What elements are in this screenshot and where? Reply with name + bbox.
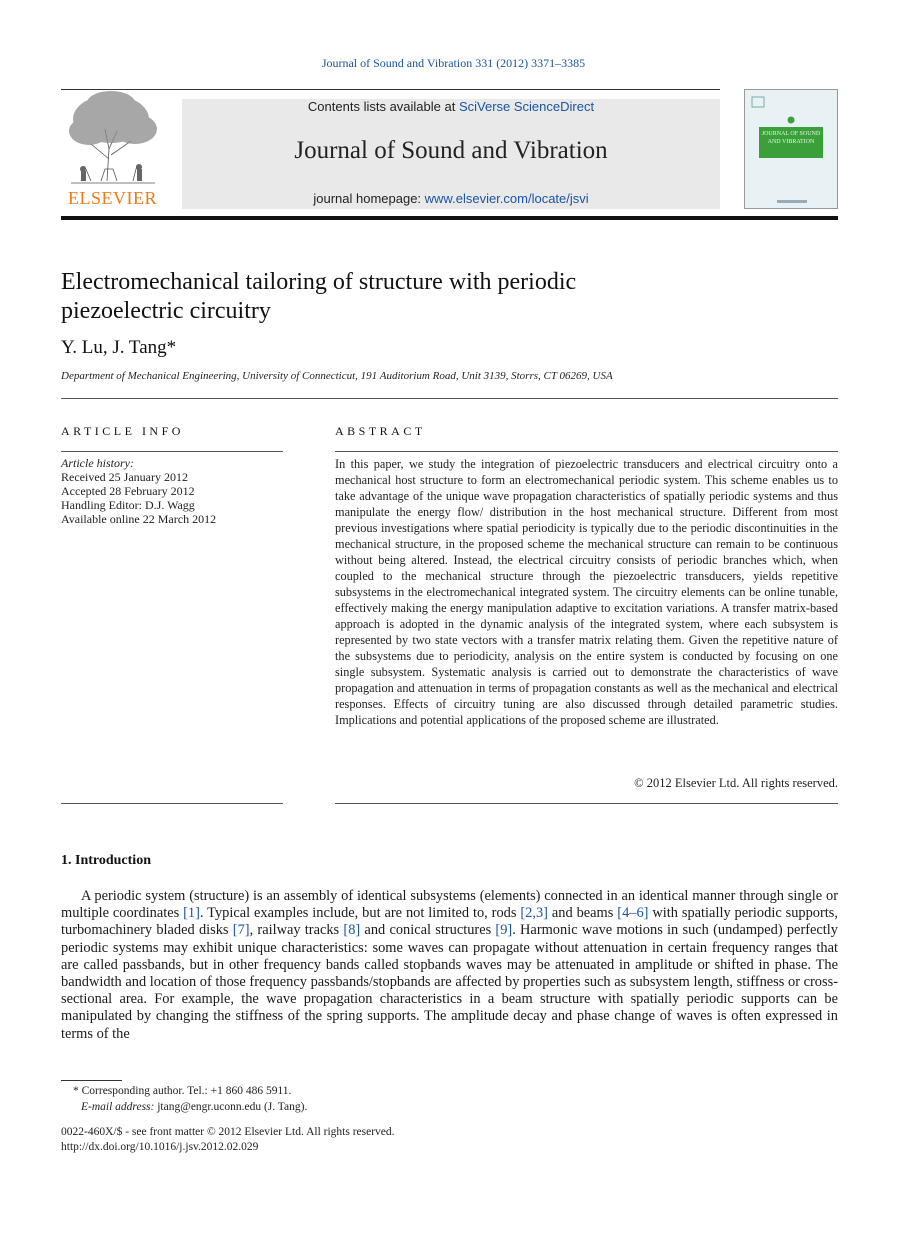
article-info-bottom-rule [61, 803, 283, 804]
article-history [61, 456, 283, 526]
homepage-line [182, 191, 720, 206]
authors[interactable]: Y. Lu, J. Tang* [61, 337, 177, 358]
cover-publisher-icon [777, 198, 807, 206]
abstract-copyright: © 2012 Elsevier Ltd. All rights reserved. [634, 776, 838, 790]
tree-icon [61, 89, 164, 185]
article-info-rule [61, 451, 283, 452]
intro-text-1: A periodic system (structure) is an assembly of identical subsystems (elements) connected in an identical manner through single or multiple coordinates [61, 888, 838, 922]
issn-line: 0022-460X/$ - see front matter © 2012 Elsevier Ltd. All rights reserved. [61, 1126, 395, 1138]
sciencedirect-link[interactable]: SciVerse ScienceDirect [458, 99, 595, 114]
ref-link-7[interactable]: [7] [232, 922, 250, 939]
cover-logo-icon [751, 96, 765, 108]
handling-editor: Handling Editor: D.J. Wagg [61, 498, 195, 512]
footnotes [61, 1083, 561, 1115]
footnote-rule [61, 1080, 122, 1081]
email-note [61, 1099, 561, 1115]
intro-text-6: and conical structures [360, 922, 496, 939]
abstract-rule [335, 451, 838, 452]
introduction-paragraph [61, 888, 838, 1043]
received-date: Received 25 January 2012 [61, 470, 188, 484]
journal-name: Journal of Sound and Vibration [294, 137, 608, 164]
title-divider [61, 398, 838, 399]
affiliation: Department of Mechanical Engineering, University of Connecticut, 191 Auditorium Road, Unit 3139, Storrs, CT 06269, USA [61, 370, 613, 382]
front-matter [61, 1125, 561, 1155]
intro-text-4: with spatially periodic supports, turbomachinery bladed disks [61, 905, 838, 939]
journal-homepage-link[interactable]: www.elsevier.com/locate/jsvi [424, 191, 589, 206]
introduction-heading: 1. Introduction [61, 853, 151, 868]
ref-link-2-3[interactable]: [2,3] [520, 905, 548, 922]
email-label: E-mail address: [81, 1101, 155, 1113]
corresponding-author-note: * Corresponding author. Tel.: +1 860 486 5911. [73, 1085, 292, 1097]
leaf-icon [787, 116, 795, 124]
accepted-date: Accepted 28 February 2012 [61, 484, 195, 498]
elsevier-logo [61, 89, 164, 209]
intro-text-7: . Harmonic wave motions in such (undamped) perfectly periodic systems may exhibit unique characteristics: some waves can propagate without attenuation in certain frequency ranges that are called passbands, but in other frequency bands called stopbands waves may be attenuated in amplitude or shifted in phase. The bandwidth and location of those frequency passbands/stopbands are affected by properties such as subsystem length, stiffness or cross-sectional area. For example, the wave propagation characteristics in a beam structure with spatially periodic supports can be manipulated by changing the stiffness of the spring supports. The amplitude decay and phase change of waves is often expressed in terms of the [61, 922, 838, 1042]
online-date: Available online 22 March 2012 [61, 512, 217, 526]
article-info-heading: ARTICLE INFO [61, 424, 184, 438]
abstract-text: In this paper, we study the integration of piezoelectric transducers and electrical circuitry onto a mechanical host structure to form an electromechanical periodic system. This scheme enables us to take advantage of the unique wave propagation characteristics of spatially periodic systems and thus manipulate the energy flow/ distribution in the host mechanical structure. Different from most previous investigations where spatial periodicity is typically due to the periodic discontinuities in the mechanical structure, in the proposed scheme the mechanical structure can remain to be continuous without being altered. Instead, the electrical circuitry consists of periodic branches which, when coupled to the mechanical structure through the piezoelectric transducers, yields repetitive subsystems in the electromechanical integrated system. The circuitry elements can be online tunable, effectively making the energy manipulation adaptive to excitation variations. A transfer matrix-based approach is adopted in the dynamic analysis of the integrated system, where each subsystem is represented by two state vectors with a transfer matrix relating them. Given the repetitive nature of the subsystems due to periodicity, analysis on the entire system is conducted by focusing on one single subsystem. Systematic analysis is carried out to demonstrate the characteristics of wave propagation and attenuation in terms of propagation constants as well as the mechanical and electrical responses. Effects of circuitry tuning are also discussed through detailed parametric studies. Implications and potential applications of the proposed scheme are illustrated. [335, 457, 838, 727]
intro-text-5: , railway tracks [249, 922, 344, 939]
elsevier-wordmark: ELSEVIER [68, 188, 157, 208]
intro-text-3: and beams [547, 905, 618, 922]
contents-prefix: Contents lists available at [307, 99, 459, 114]
ref-link-9[interactable]: [9] [495, 922, 513, 939]
ref-link-4-6[interactable]: [4–6] [617, 905, 649, 922]
journal-cover-thumbnail[interactable] [744, 89, 838, 209]
history-label: Article history: [61, 456, 134, 470]
title-line-2: piezoelectric circuitry [61, 298, 271, 324]
intro-text-2: . Typical examples include, but are not limited to, rods [199, 905, 521, 922]
homepage-prefix: journal homepage: [313, 191, 425, 206]
article-title [61, 268, 821, 326]
header-thick-rule [61, 216, 838, 220]
ref-link-8[interactable]: [8] [343, 922, 361, 939]
header-top-rule [61, 89, 720, 90]
contents-line [182, 99, 720, 114]
abstract-heading: ABSTRACT [335, 424, 426, 438]
cover-title-block: JOURNAL OF SOUND AND VIBRATION [759, 127, 823, 158]
abstract-bottom-rule [335, 803, 838, 804]
journal-citation[interactable]: Journal of Sound and Vibration 331 (2012) 3371–3385 [321, 56, 586, 70]
doi-link[interactable]: http://dx.doi.org/10.1016/j.jsv.2012.02.029 [61, 1141, 259, 1153]
ref-link-1[interactable]: [1] [183, 905, 200, 922]
email-address[interactable]: jtang@engr.uconn.edu (J. Tang). [154, 1101, 308, 1113]
title-line-1: Electromechanical tailoring of structure with periodic [61, 269, 577, 295]
